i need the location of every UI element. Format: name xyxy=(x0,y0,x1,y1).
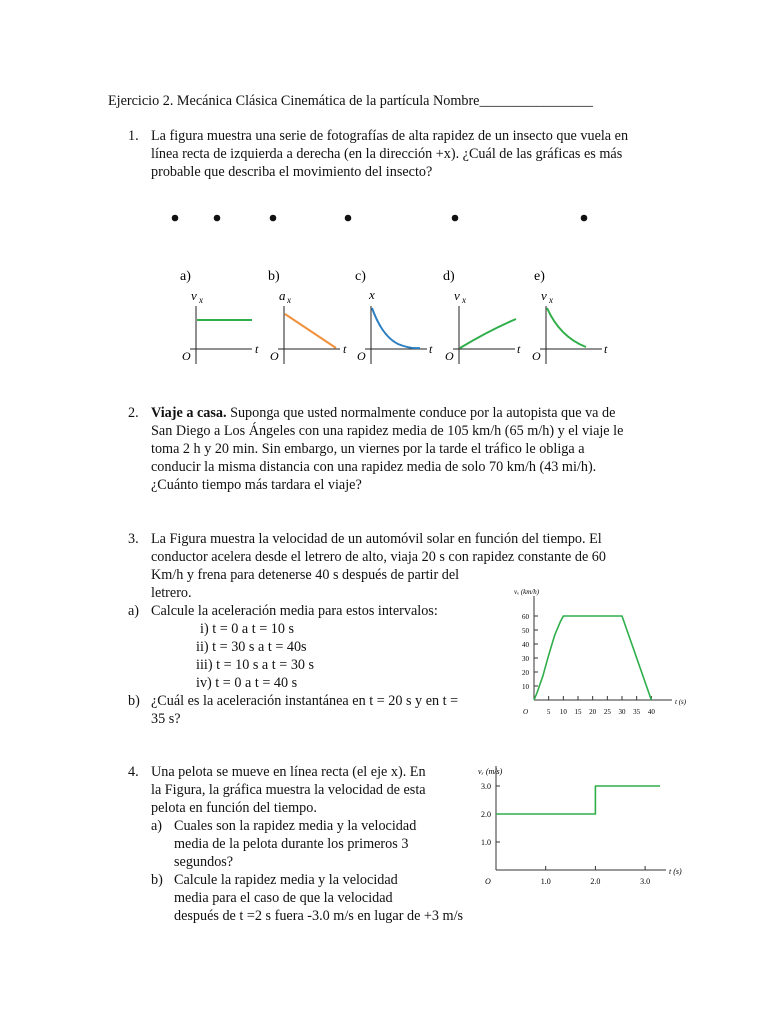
y-axis-label: vₓ (km/h) xyxy=(514,588,540,596)
graph-b xyxy=(268,269,347,364)
graph-e-axis-sub: x xyxy=(549,295,553,305)
q3-interval-3: iii) t = 10 s a t = 30 s xyxy=(196,657,315,673)
graph-a-label: a) xyxy=(180,269,191,284)
graph-b-t: t xyxy=(343,342,347,356)
q3-line-1: La Figura muestra la velocidad de un automóvil solar en función del tiempo. El xyxy=(151,531,602,547)
insect-dot xyxy=(172,215,179,222)
q4-number: 4. xyxy=(128,764,139,780)
x-tick-label: 40 xyxy=(647,708,655,716)
q2-line-2: San Diego a Los Ángeles con una rapidez media de 105 km/h (65 m/h) y el viaje le xyxy=(151,423,624,439)
graph-c xyxy=(355,269,433,364)
q4-a-line-3: segundos? xyxy=(174,854,234,870)
insect-dot xyxy=(214,215,221,222)
graph-b-axis-sub: x xyxy=(287,295,291,305)
q3-b-line-2: 35 s? xyxy=(151,711,181,727)
y-tick-label: 30 xyxy=(522,655,529,663)
q4-a-label: a) xyxy=(151,818,163,834)
q3-line-2: conductor acelera desde el letrero de alto, viaja 20 s con rapidez constante de 60 xyxy=(151,549,606,565)
q4-line-3: pelota en función del tiempo. xyxy=(151,800,317,816)
graph-b-axis: a xyxy=(279,288,286,303)
q2-line-4: conducir la misma distancia con una rapidez media de solo 70 km/h (43 mi/h). xyxy=(151,459,597,475)
q4-b-line-1: Calcule la rapidez media y la velocidad xyxy=(174,872,398,888)
header-line: Ejercicio 2. Mecánica Clásica Cinemática de la partícula Nombre________________ xyxy=(108,93,593,109)
graph-a-axis-sub: x xyxy=(199,295,203,305)
graph-b-origin: O xyxy=(270,349,279,363)
x-axis-label: t (s) xyxy=(669,867,682,876)
insect-dot xyxy=(270,215,277,222)
q1-graphs xyxy=(0,262,768,382)
graph-a-t: t xyxy=(255,342,259,356)
insect-dot xyxy=(581,215,588,222)
y-tick-label: 1.0 xyxy=(481,838,491,847)
q4-line-1: Una pelota se mueve en línea recta (el eje x). En xyxy=(151,764,426,780)
q3-b-label: b) xyxy=(128,693,140,709)
graph-e-curve xyxy=(547,308,586,347)
x-axis-label: t (s) xyxy=(675,698,687,706)
graph-d-origin: O xyxy=(445,349,454,363)
q2-line-3: toma 2 h y 20 min. Sin embargo, un viernes por la tarde el tráfico le obliga a xyxy=(151,441,585,457)
insect-dot xyxy=(345,215,352,222)
y-tick-label: 10 xyxy=(522,683,529,691)
graph-e xyxy=(532,269,608,364)
graph-d-label: d) xyxy=(443,269,455,284)
graph-e-label: e) xyxy=(534,269,545,284)
x-tick-label: 10 xyxy=(559,708,567,716)
origin-label: O xyxy=(485,877,491,886)
q4-line-2: la Figura, la gráfica muestra la velocidad de esta xyxy=(151,782,426,798)
graph-b-curve xyxy=(285,314,336,348)
x-tick-label: 3.0 xyxy=(640,877,651,886)
series-line xyxy=(496,786,660,814)
q4-a-line-2: media de la pelota durante los primeros 3 xyxy=(174,836,409,852)
graph-e-t: t xyxy=(604,342,608,356)
graph-a xyxy=(180,269,259,364)
insect-dots xyxy=(0,200,768,240)
y-tick-label: 50 xyxy=(522,627,529,635)
graph-b-label: b) xyxy=(268,269,280,284)
q2-number: 2. xyxy=(128,405,139,421)
graph-a-origin: O xyxy=(182,349,191,363)
x-tick-label: 15 xyxy=(574,708,582,716)
graph-d-axis: v xyxy=(454,288,460,303)
ball-velocity-chart xyxy=(470,756,690,896)
y-tick-label: 3.0 xyxy=(481,782,491,791)
y-tick-label: 20 xyxy=(522,669,529,677)
graph-c-axis: x xyxy=(369,287,375,302)
y-tick-label: 2.0 xyxy=(481,810,491,819)
graph-c-origin: O xyxy=(357,349,366,363)
q1-line-1: La figura muestra una serie de fotografías de alta rapidez de un insecto que vuela en xyxy=(151,128,629,144)
q3-interval-1: i) t = 0 a t = 10 s xyxy=(200,621,295,637)
q1-line-3: probable que describa el movimiento del insecto? xyxy=(151,164,433,180)
x-tick-label: 25 xyxy=(603,708,611,716)
insect-dot xyxy=(452,215,459,222)
y-axis-label: vₓ (m/s) xyxy=(478,767,503,776)
q2-line-1 xyxy=(151,404,615,422)
q4-b-label: b) xyxy=(151,872,163,888)
graph-d-axis-sub: x xyxy=(462,295,466,305)
q2-title: Viaje a casa. xyxy=(151,405,227,421)
q4-b-line-2: media para el caso de que la velocidad xyxy=(174,890,393,906)
q3-line-3: Km/h y frena para detenerse 40 s después de partir del xyxy=(151,567,460,583)
q3-a-label: a) xyxy=(128,603,140,619)
x-tick-label: 20 xyxy=(589,708,597,716)
q4-b-line-3: después de t =2 s fuera -3.0 m/s en lugar de +3 m/s xyxy=(174,908,464,924)
x-tick-label: 5 xyxy=(546,708,551,716)
graph-d-curve xyxy=(460,319,516,348)
q3-line-4: letrero. xyxy=(151,585,192,601)
q2-line-5: ¿Cuánto tiempo más tardara el viaje? xyxy=(151,477,362,493)
q3-interval-2: ii) t = 30 s a t = 40s xyxy=(196,639,307,655)
q3-b-line-1: ¿Cuál es la aceleración instantánea en t = 20 s y en t = xyxy=(151,693,459,709)
q3-interval-4: iv) t = 0 a t = 40 s xyxy=(196,675,298,691)
series-line xyxy=(534,616,651,700)
solar-car-velocity-chart xyxy=(490,582,687,722)
y-tick-label: 60 xyxy=(522,613,529,621)
q1-line-2: línea recta de izquierda a derecha (en la dirección +x). ¿Cuál de las gráficas es más xyxy=(151,146,623,162)
y-tick-label: 40 xyxy=(522,641,529,649)
graph-e-axis: v xyxy=(541,288,547,303)
graph-e-origin: O xyxy=(532,349,541,363)
q3-number: 3. xyxy=(128,531,139,547)
origin-label: O xyxy=(523,708,529,716)
graph-d-t: t xyxy=(517,342,521,356)
x-tick-label: 35 xyxy=(633,708,641,716)
graph-d xyxy=(443,269,521,364)
graph-c-t: t xyxy=(429,342,433,356)
q2-line-1-text: Suponga que usted normalmente conduce por la autopista que va de xyxy=(226,405,616,421)
x-tick-label: 2.0 xyxy=(590,877,601,886)
x-tick-label: 1.0 xyxy=(540,877,551,886)
graph-c-label: c) xyxy=(355,269,366,284)
q4-a-line-1: Cuales son la rapidez media y la velocidad xyxy=(174,818,417,834)
graph-c-curve xyxy=(372,308,420,348)
graph-a-axis: v xyxy=(191,288,197,303)
q1-number: 1. xyxy=(128,128,139,144)
q3-a-text: Calcule la aceleración media para estos intervalos: xyxy=(151,603,438,619)
x-tick-label: 30 xyxy=(618,708,626,716)
